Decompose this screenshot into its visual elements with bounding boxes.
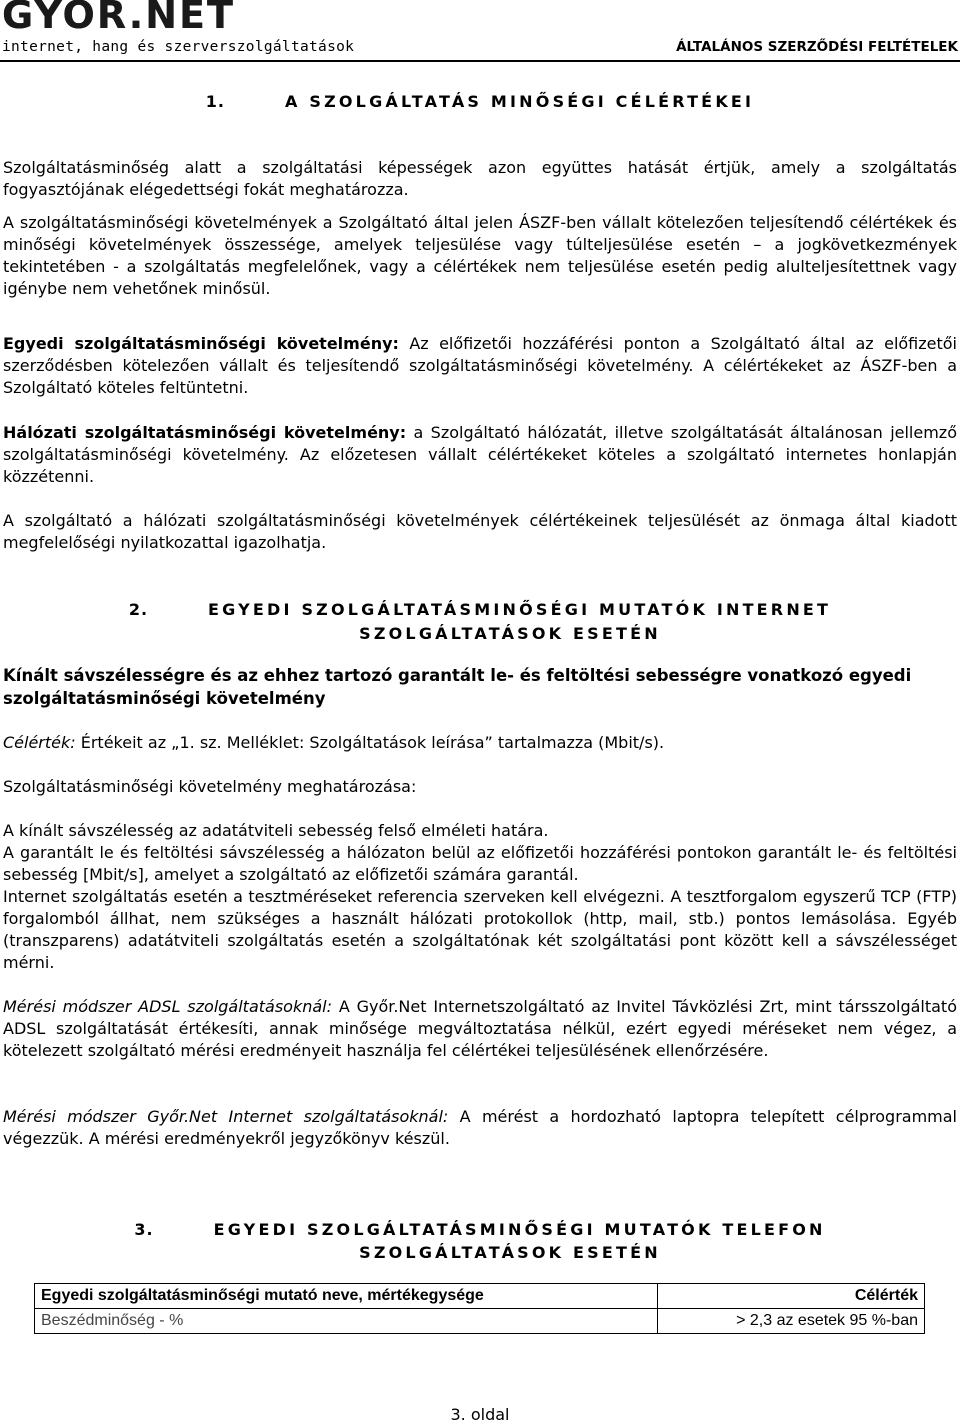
section-2-heading: 2. EGYEDI SZOLGÁLTATÁSMINŐSÉGI MUTATÓK INTERNET: [128, 600, 832, 619]
celertek-line: Célérték: Értékeit az „1. sz. Melléklet: Szolgáltatások leírása” tartalmazza (Mbit/s).: [3, 733, 665, 752]
section-1-paragraph-2: A szolgáltatásminőségi követelmények a Szolgáltató által jelen ÁSZF-ben vállalt kötelezően teljesítendő célértékek és minőségi követelmények összessége, amelyek teljesülése vagy túlteljesülése esetén – a jogkövetkezmények tekintetében - a szolgáltatás megfelelőnek, vagy a célértékek nem teljesülése esetén pedig alulteljesítettnek vagy igénybe nem vehetőnek minősül.: [3, 213, 957, 298]
section-3-heading: 3. EGYEDI SZOLGÁLTATÁSMINŐSÉGI MUTATÓK TELEFON: [134, 1220, 826, 1239]
company-logo: GYOR.NET: [2, 0, 235, 37]
page-header: [0, 0, 960, 60]
definition-2: A garantált le és feltöltési sávszélesség a hálózaton belül az előfizetői hozzáférési pontokon garantált le- és feltöltési sebesség [Mbit/s], amelyet a szolgáltató az előfizetői számára garantál.: [3, 843, 957, 884]
term-halozati: Hálózati szolgáltatásminőségi követelmény:: [3, 423, 407, 442]
section-1-paragraph-5: A szolgáltató a hálózati szolgáltatásminőségi követelmények célértékeinek teljesülését az önmaga által kiadott megfelelőségi nyilatkozattal igazolhatja.: [3, 511, 957, 552]
measurement-gyornet: Mérési módszer Győr.Net Internet szolgáltatásoknál: A mérést a hordozható laptopra telepített célprogrammal végezzük. A mérési eredményekről jegyzőkönyv készül.: [3, 1107, 957, 1148]
section-1-title: A SZOLGÁLTATÁS MINŐSÉGI CÉLÉRTÉKEI: [285, 92, 755, 111]
company-tagline: internet, hang és szerverszolgáltatások: [2, 39, 355, 55]
table-header-cell: Célérték: [658, 1284, 925, 1309]
measurement-adsl: Mérési módszer ADSL szolgáltatásoknál: A Győr.Net Internetszolgáltató az Invitel Távközlési Zrt, mint társszolgáltató ADSL szolgáltatását értékesíti, annak minősége megváltoztatása nélkül, ezért egyedi méréseket nem végez, a kötelezett szolgáltató mérési eredményeit használja fel célértékei teljesülésének ellenőrzésére.: [3, 997, 957, 1060]
document-title: ÁLTALÁNOS SZERZŐDÉSI FELTÉTELEK: [676, 39, 958, 55]
section-1-heading: [0, 92, 960, 111]
section-3-heading-line-2: SZOLGÁLTATÁSOK ESETÉN: [359, 1243, 661, 1262]
table-cell: Beszédminőség - %: [35, 1309, 658, 1334]
table-header-cell: Egyedi szolgáltatásminőségi mutató neve, mértékegysége: [35, 1284, 658, 1309]
term-egyedi: Egyedi szolgáltatásminőségi követelmény:: [3, 334, 399, 353]
section-2-subheading: Kínált sávszélességre és az ehhez tartozó garantált le- és feltöltési sebességre vonatkozó egyedi szolgáltatásminőségi követelmény: [3, 666, 912, 708]
definition-title: Szolgáltatásminőségi követelmény meghatározása:: [3, 777, 417, 796]
section-1-paragraph-3: Egyedi szolgáltatásminőségi követelmény: Az előfizetői hozzáférési ponton a Szolgáltató által az előfizetői szerződésben kötelezően vállalt és teljesítendő szolgáltatásminőségi követelmény. A célértékeket az ÁSZF-ben a Szolgáltató köteles feltüntetni.: [3, 334, 958, 397]
header-divider: [0, 60, 960, 62]
page-number: 3. oldal: [450, 1405, 510, 1424]
table-row: [35, 1309, 925, 1334]
section-1-paragraph-1: Szolgáltatásminőség alatt a szolgáltatási képességek azon együttes hatását értjük, amely a szolgáltatás fogyasztójának elégedettségi fokát meghatározza.: [3, 158, 957, 199]
section-2-heading-line-2: SZOLGÁLTATÁSOK ESETÉN: [359, 624, 661, 643]
section-1-number: 1.: [205, 92, 225, 111]
definition-1: A kínált sávszélesség az adatátviteli sebesség felső elméleti határa.: [3, 821, 549, 840]
definition-3: Internet szolgáltatás esetén a tesztméréseket referencia szerveken kell elvégezni. A tesztforgalom egyszerű TCP (FTP) forgalomból állhat, nem szükséges a használt hálózati protokollok (http, mail, stb.) pontos lemásolása. Egyéb (transzparens) adatátviteli szolgáltatás esetén a szolgáltatónak két szolgáltatási pont között kell a sávszélességet mérni.: [3, 887, 957, 972]
section-1-paragraph-4: Hálózati szolgáltatásminőségi követelmény: a Szolgáltató hálózatát, illetve szolgáltatását általánosan jellemző szolgáltatásminőségi követelmény. Az előzetesen vállalt célértékeket köteles a szolgáltató internetes honlapján közzétenni.: [3, 423, 957, 486]
quality-table: [34, 1283, 925, 1334]
table-cell: > 2,3 az esetek 95 %-ban: [658, 1309, 925, 1334]
table-header-row: [35, 1284, 925, 1309]
